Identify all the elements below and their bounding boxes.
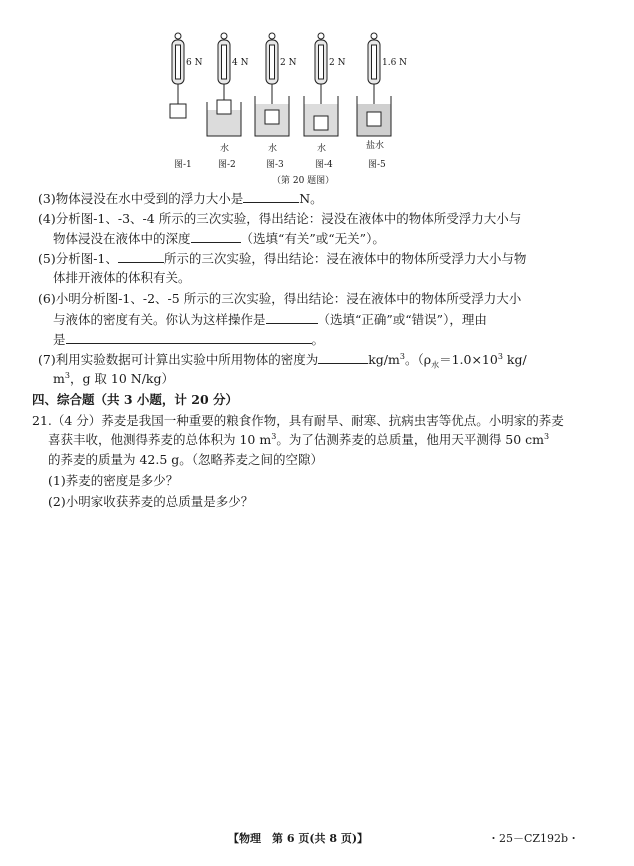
- fluid-label-5: 盐水: [366, 141, 385, 151]
- answer-blank-q5[interactable]: [118, 250, 164, 263]
- question-6-line-2: 与液体的密度有关。你认为这样操作是 （选填“正确”或“错误”），理由: [53, 312, 487, 327]
- question-21-sub-2: (2)小明家收获荞麦的总质量是多少？: [48, 494, 254, 509]
- question-7-line-2: $m^3$，g 取 10 N/kg）: [53, 370, 175, 386]
- answer-blank-q6-judgement[interactable]: [266, 311, 318, 324]
- question-21-line-3: 的荞麦的质量为 42.5 g。（忽略荞麦之间的空隙）: [48, 452, 324, 467]
- page-footer: 【物理 第 6 页(共 8 页)】: [228, 832, 369, 845]
- answer-blank-q3[interactable]: [243, 190, 299, 203]
- reading-1: 6 N: [186, 58, 203, 68]
- question-4-line-1: (4)分析图-1、-3、-4 所示的三次实验，得出结论：浸没在液体中的物体所受浮力大小与: [38, 211, 522, 226]
- question-7-line-1: (7)利用实验数据可计算出实验中所用物体的密度为 $kg/m^3$。（$\rho_水=1.0\times 10^3$ kg/: [38, 351, 527, 370]
- question-21-line-1: 21.（4 分）荞麦是我国一种重要的粮食作物，具有耐旱、耐寒、抗病虫害等优点。小明家的荞麦: [32, 413, 564, 428]
- question-5-line-2: 体排开液体的体积有关。: [53, 270, 191, 285]
- fluid-label-3: 水: [268, 144, 278, 154]
- figure-label-2: 图-2: [218, 160, 236, 170]
- question-21-sub-1: (1)荞麦的密度是多少？: [48, 473, 179, 488]
- spring-scale-figure: [150, 30, 450, 188]
- figure-label-1: 图-1: [174, 160, 192, 170]
- figure-caption: （第 20 题图）: [272, 176, 335, 186]
- fluid-label-4: 水: [317, 144, 327, 154]
- figure-label-4: 图-4: [315, 160, 333, 170]
- spring-scale-4: [304, 33, 338, 136]
- spring-scale-1: [170, 33, 186, 118]
- section-heading-4: 四、综合题（共 3 小题，计 20 分）: [32, 392, 239, 407]
- spring-scale-5: [357, 33, 391, 136]
- reading-3: 2 N: [280, 58, 297, 68]
- figure-label-5: 图-5: [368, 160, 386, 170]
- fluid-label-2: 水: [220, 144, 230, 154]
- reading-2: 4 N: [232, 58, 249, 68]
- question-5-line-1: (5)分析图-1、 所示的三次实验，得出结论：浸在液体中的物体所受浮力大小与物: [38, 251, 527, 266]
- question-6-line-1: (6)小明分析图-1、-2、-5 所示的三次实验，得出结论：浸在液体中的物体所受浮力大小: [38, 291, 522, 306]
- reading-4: 2 N: [329, 58, 346, 68]
- spring-scale-2: [207, 33, 241, 136]
- question-21-line-2: 喜获丰收，他测得荞麦的总体积为 10 $m^3$。为了估测荞麦的总质量，他用天平测得 50 $cm^3$: [48, 431, 550, 447]
- exam-code: ・25－CZ192b・: [488, 832, 580, 845]
- answer-blank-q4[interactable]: [191, 230, 241, 243]
- reading-5: 1.6 N: [382, 58, 408, 68]
- question-6-line-3: 是 。: [53, 332, 325, 347]
- answer-blank-q7[interactable]: [318, 351, 368, 364]
- answer-blank-q6-reason[interactable]: [66, 331, 312, 344]
- figure-label-3: 图-3: [266, 160, 284, 170]
- spring-scale-3: [255, 33, 289, 136]
- question-3: (3)物体浸没在水中受到的浮力大小是 N。: [38, 191, 323, 206]
- question-4-line-2: 物体浸没在液体中的深度 （选填“有关”或“无关”）。: [53, 231, 385, 246]
